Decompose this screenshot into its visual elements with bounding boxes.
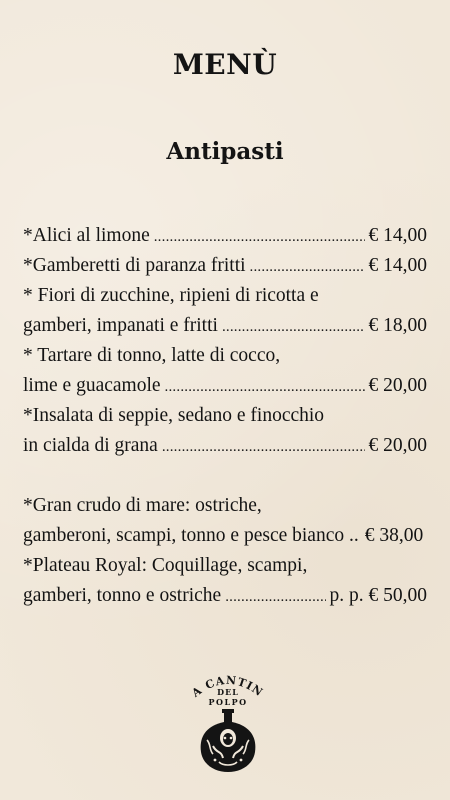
item-price: € 20,00 [368,375,427,396]
logo-text-middle: DEL [217,687,239,697]
item-price: € 14,00 [368,255,427,276]
item-name: gamberi, tonno e ostriche [23,585,222,606]
item-description: * Tartare di tonno, latte di cocco, [23,345,281,366]
leader-dots [250,252,365,281]
menu-item [23,311,427,341]
leader-dots [225,582,325,611]
menu-item [23,581,427,611]
item-price: € 38,00 [364,525,424,546]
octopus-bottle-icon [185,668,271,776]
item-description: *Gran crudo di mare: ostriche, [23,495,262,516]
menu-item [23,521,427,551]
item-price: € 20,00 [368,435,427,456]
item-description: * Fiori di zucchine, ripieni di ricotta e [23,285,319,306]
item-price: € 18,00 [368,315,427,336]
item-price: p. p. € 50,00 [329,585,427,606]
menu-title: MENÙ [172,48,278,81]
item-name: lime e guacamole [23,375,161,396]
menu-list [23,221,427,611]
item-name: in cialda di grana [23,435,158,456]
item-name: gamberi, impanati e fritti [23,315,218,336]
menu-item [23,431,427,461]
restaurant-logo [185,668,271,776]
leader-dots [154,222,365,251]
logo-text-top: A CANTIN [189,673,266,700]
item-description: *Insalata di seppie, sedano e finocchio [23,405,325,426]
item-name: *Gamberetti di paranza fritti [23,255,246,276]
item-price: € 14,00 [368,225,427,246]
section-title: Antipasti [166,138,284,165]
leader-dots [162,432,365,461]
logo-text-bottom: POLPO [208,697,248,707]
item-name: *Alici al limone [23,225,150,246]
spacer [23,461,427,491]
menu-item [23,221,427,251]
menu-item [23,251,427,281]
item-name: gamberoni, scampi, tonno e pesce bianco .. [23,525,359,546]
item-description: *Plateau Royal: Coquillage, scampi, [23,555,308,576]
leader-dots [222,312,365,341]
leader-dots [165,372,365,401]
menu-item [23,371,427,401]
